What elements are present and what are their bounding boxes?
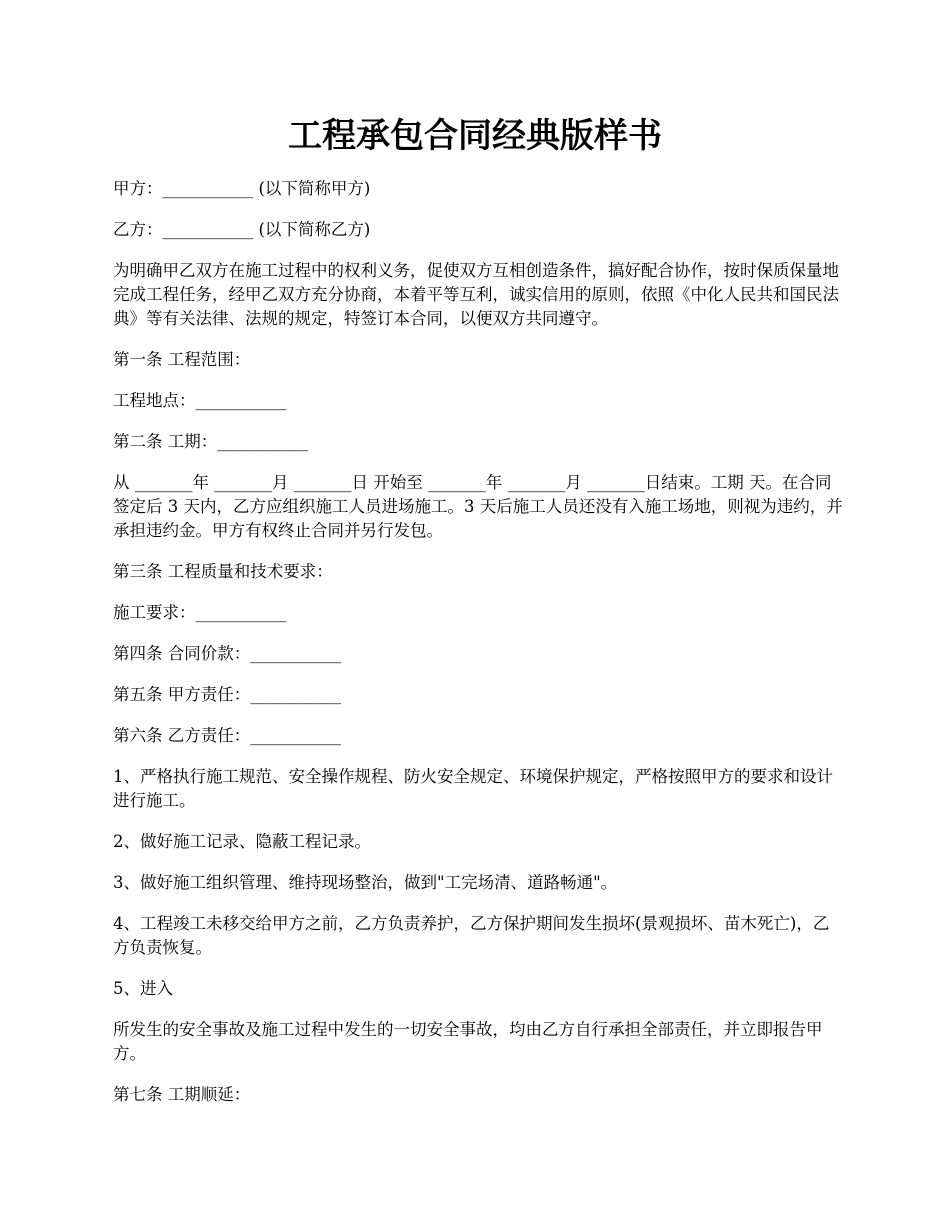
schedule-paragraph: 从 _______年 _______月 _______日 开始至 _______年 _______月 _______日结束。工期 天。在合同签定后 3 天内，乙方应组织施工人员进场施工。3 天后施工人员还没有入施工场地，则视为违约，并承担违约金。甲方有权终止合同并另行发包。 — [113, 473, 843, 540]
project-location-line: 工程地点：___________ — [113, 391, 287, 410]
article-5-heading: 第五条 甲方责任：___________ — [113, 685, 341, 704]
preamble-paragraph: 为明确甲乙双方在施工过程中的权利义务，促使双方互相创造条件，搞好配合协作，按时保质保量地完成工程任务，经甲乙双方充分协商，本着平等互利，诚实信用的原则，依照《中化人民共和国民法典》等有关法律、法规的规定，特签订本合同，以便双方共同遵守。 — [113, 261, 839, 328]
article-3-heading: 第三条 工程质量和技术要求： — [113, 562, 333, 581]
article-4-heading: 第四条 合同价款：___________ — [113, 644, 341, 663]
party-b-duty-4: 4、工程竣工未移交给甲方之前，乙方负责养护，乙方保护期间发生损坏(景观损坏、苗木死亡)，乙方负责恢复。 — [113, 914, 830, 957]
article-2-heading: 第二条 工期：___________ — [113, 432, 308, 451]
article-7-heading: 第七条 工期顺延： — [113, 1085, 251, 1104]
article-6-heading: 第六条 乙方责任：___________ — [113, 726, 341, 745]
document-title: 工程承包合同经典版样书 — [288, 116, 662, 156]
document-body — [113, 177, 843, 1124]
party-b-duty-1: 1、严格执行施工规范、安全操作规程、防火安全规定、环境保护规定，严格按照甲方的要求和设计进行施工。 — [113, 767, 833, 810]
party-a-line: 甲方：___________ (以下简称甲方) — [113, 179, 371, 198]
party-b-duty-5: 5、进入 — [113, 979, 173, 998]
safety-liability-paragraph: 所发生的安全事故及施工过程中发生的一切安全事故，均由乙方自行承担全部责任，并立即报告甲方。 — [113, 1020, 823, 1063]
party-b-duty-3: 3、做好施工组织管理、维持现场整治，做到"工完场清、道路畅通"。 — [113, 873, 618, 892]
party-b-line: 乙方：___________ (以下简称乙方) — [113, 220, 371, 239]
party-b-duty-2: 2、做好施工记录、隐蔽工程记录。 — [113, 832, 371, 851]
article-1-heading: 第一条 工程范围： — [113, 350, 251, 369]
construction-requirements-line: 施工要求：___________ — [113, 603, 287, 622]
